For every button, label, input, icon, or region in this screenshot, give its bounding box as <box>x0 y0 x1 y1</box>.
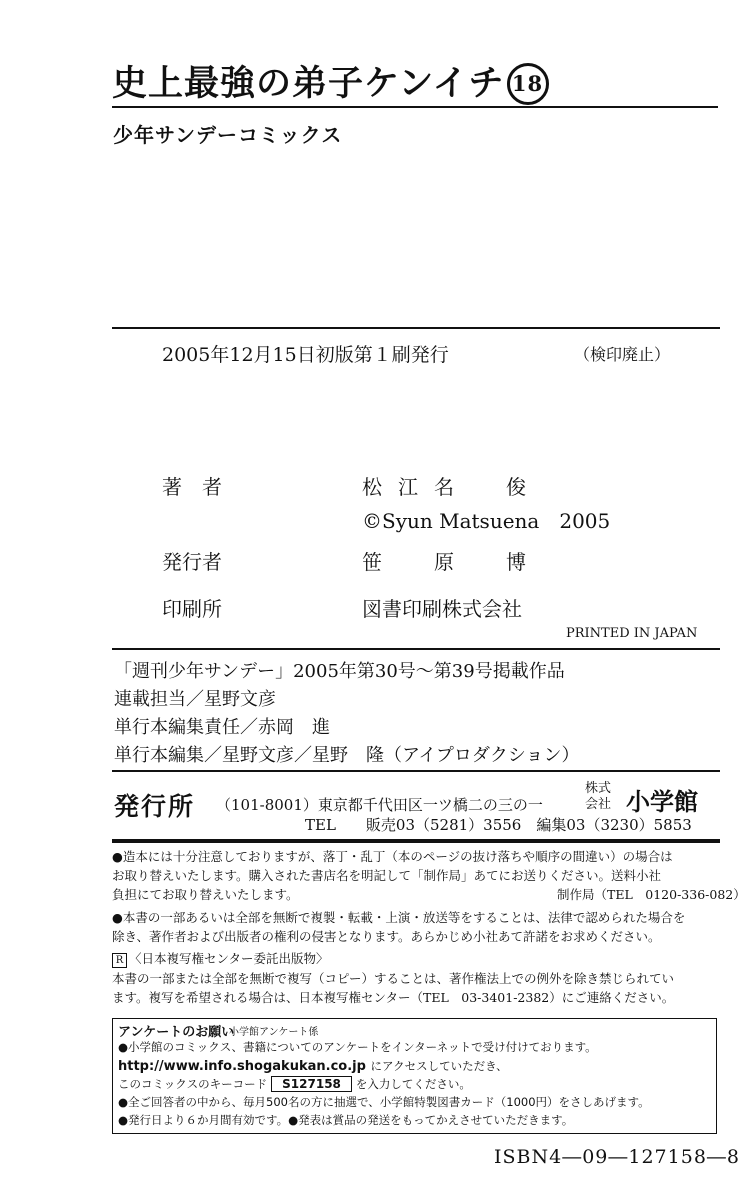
author-label: 著 者 <box>162 475 222 499</box>
edition-date: 2005年12月15日初版第１刷発行 <box>162 344 449 366</box>
jrrc-notice-line-2: ます。複写を希望される場合は、日本複写権センター（TEL 03-3401-2382）にご連絡ください。 <box>112 990 675 1005</box>
book-title <box>112 56 549 106</box>
serialization-editor: 連載担当／星野文彦 <box>114 689 276 710</box>
defect-notice-line-2: お取り替えいたします。購入された書店名を明記して「制作局」あてにお送りください。送料小社 <box>112 868 662 883</box>
title-rule <box>112 106 718 108</box>
jrrc-heading <box>112 950 329 968</box>
defect-notice-line-1: ●造本には十分注意しておりますが、落丁・乱丁（本のページの抜け落ちや順序の間違い）の場合は <box>112 849 673 864</box>
survey-url-suffix: にアクセスしていただき、 <box>370 1059 508 1073</box>
seal-note: （検印廃止） <box>574 345 671 364</box>
survey-department: 小学館アンケート係 <box>229 1027 319 1038</box>
serialization-rule <box>112 648 720 650</box>
publisher-bottom-rule <box>112 839 720 843</box>
book-editor-chief: 単行本編集責任／赤岡 進 <box>114 717 330 738</box>
copyright-notice-line-1: ●本書の一部あるいは全部を無断で複製・転載・上演・放送等をすることは、法律で認められた場合を <box>112 910 686 925</box>
publisher-person: 笹 原 博 <box>362 550 542 574</box>
survey-url-line <box>118 1058 508 1074</box>
survey-prize-line: ●全ご回答者の中から、毎月500名の方に抽選で、小学館特製図書カード（1000円）をさしあげます。 <box>118 1095 650 1109</box>
survey-title: アンケートのお願い <box>118 1025 235 1040</box>
printer-name: 図書印刷株式会社 <box>362 597 522 621</box>
publisher-top-rule <box>112 770 720 772</box>
survey-key-prefix: このコミックスのキーコード <box>118 1077 268 1091</box>
kabushiki-label: 株式会社 <box>584 781 611 812</box>
production-contact: 制作局（TEL 0120-336-082） <box>557 887 746 902</box>
jrrc-title: 〈日本複写権センター委託出版物〉 <box>129 951 329 966</box>
book-editor: 単行本編集／星野文彦／星野 隆（アイプロダクション） <box>114 745 580 766</box>
jrrc-notice-line-1: 本書の一部または全部を無断で複写（コピー）することは、著作権法上での例外を除き禁じられてい <box>112 971 675 986</box>
publisher-address: （101-8001）東京都千代田区一ツ橋二の三の一 <box>216 796 543 814</box>
survey-line-1: ●小学館のコミックス、書籍についてのアンケートをインターネットで受け付けております。 <box>118 1040 597 1054</box>
volume-number-badge: 18 <box>507 63 549 105</box>
copyright: ©Syun Matsuena 2005 <box>362 509 611 533</box>
printer-label: 印刷所 <box>162 597 222 621</box>
copyright-notice-line-2: 除き、著作者および出版者の権利の侵害となります。あらかじめ小社あて許諾をお求めください。 <box>112 929 661 944</box>
printed-in: PRINTED IN JAPAN <box>566 626 698 641</box>
publisher-name: 小学館 <box>626 788 698 816</box>
edition-rule <box>112 327 720 329</box>
publisher-label: 発行所 <box>114 792 196 821</box>
defect-notice-line-3: 負担にてお取り替えいたします。 <box>112 887 299 902</box>
publisher-person-label: 発行者 <box>162 550 222 574</box>
serialization-magazine: 「週刊少年サンデー」2005年第30号〜第39号掲載作品 <box>114 661 565 682</box>
book-title-text: 史上最強の弟子ケンイチ <box>112 63 505 104</box>
author-name: 松江名 俊 <box>362 475 542 499</box>
jrrc-mark: R <box>112 953 127 968</box>
series-name: 少年サンデーコミックス <box>113 123 343 147</box>
survey-url[interactable]: http://www.info.shogakukan.co.jp <box>118 1059 366 1074</box>
survey-valid-line: ●発行日より６か月間有効です。●発表は賞品の発送をもってかえさせていただきます。 <box>118 1113 574 1127</box>
survey-key-suffix: を入力してください。 <box>355 1077 471 1091</box>
survey-key-code: S127158 <box>271 1076 352 1092</box>
isbn: ISBN4―09―127158―8 <box>494 1146 740 1168</box>
survey-key-line <box>118 1076 471 1092</box>
publisher-tel: TEL 販売03（5281）3556 編集03（3230）5853 <box>305 816 692 834</box>
